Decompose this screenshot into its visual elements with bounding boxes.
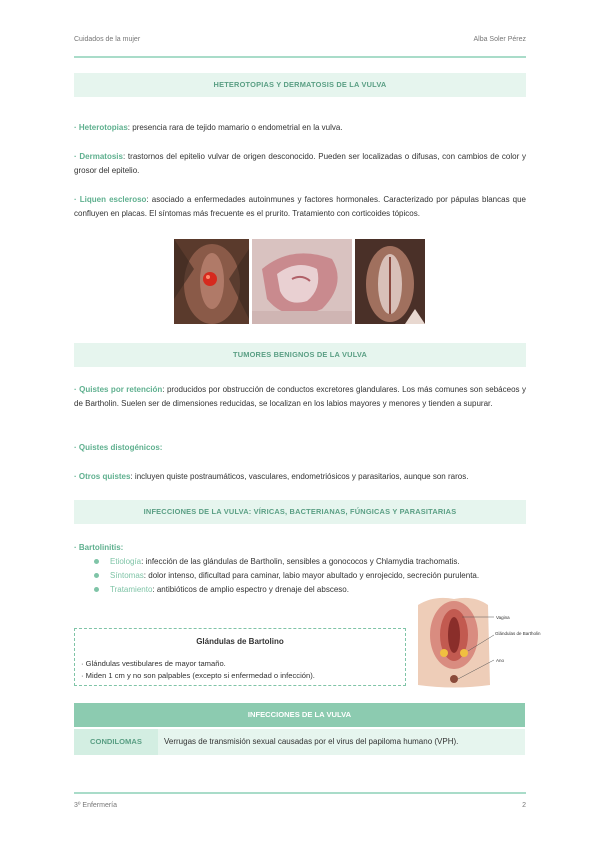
term-otros-quistes: Otros quistes	[78, 472, 131, 481]
item-quistes-distogenicos: · Quistes distogénicos:	[74, 443, 163, 452]
bartholin-diagram	[414, 595, 541, 690]
clinical-photo-3	[355, 239, 425, 324]
section-title-heterotopias: HETEROTOPIAS Y DERMATOSIS DE LA VULVA	[74, 73, 526, 97]
table-cell-name: CONDILOMAS	[74, 729, 158, 755]
term-liquen: Liquen escleroso	[79, 195, 147, 204]
label-ano: Ano	[496, 658, 505, 663]
page-header	[74, 36, 526, 48]
label-vagina: Vagina	[496, 615, 510, 620]
clinical-photo-2	[252, 239, 352, 324]
header-author: Alba Soler Pérez	[473, 36, 526, 43]
bartolinitis-list	[92, 555, 526, 597]
item-liquen: · Liquen escleroso: asociado a enfermedades autoinmunes y factores hormonales. Caracterizado por pápulas blancas que confluyen en placas. El síntomas más frecuente es el prurito. Tratamiento con corticoides tópicos.	[74, 195, 527, 218]
box-line: · Glándulas vestibulares de mayor tamaño.	[81, 659, 226, 668]
list-item-sintomas: Síntomas: dolor intenso, dificultad para caminar, labio mayor abultado y enrojecido, secreción purulenta.	[92, 569, 526, 583]
bullet-icon	[94, 587, 99, 592]
item-otros-quistes: · Otros quistes: incluyen quiste postraumáticos, vasculares, endometriósicos y parasitarios, aunque son raros.	[74, 472, 469, 481]
table-header: INFECCIONES DE LA VULVA	[74, 703, 525, 727]
bullet-icon	[94, 559, 99, 564]
bartolino-info-box	[74, 628, 406, 686]
box-title: Glándulas de Bartolino	[196, 637, 284, 646]
table-cell-desc: Verrugas de transmisión sexual causadas por el virus del papiloma humano (VPH).	[164, 737, 459, 746]
box-line: · Miden 1 cm y no son palpables (excepto si enfermedad o infección).	[81, 671, 315, 680]
term-quistes-retencion: Quistes por retención	[79, 385, 163, 394]
item-quistes-retencion: · Quistes por retención: producidos por obstrucción de conductos excretores glandulares. Los más comunes son sebáceos y de Bartholin. Suelen ser de dimensiones reducidas, se localizan en los labios mayores y menores y tienden a supurar.	[74, 385, 526, 408]
footer-course: 3º Enfermería	[74, 802, 118, 809]
page-number: 2	[522, 802, 526, 809]
bullet-icon	[94, 573, 99, 578]
item-bartolinitis: · Bartolinitis:	[74, 543, 124, 552]
item-dermatosis: · Dermatosis: trastornos del epitelio vulvar de origen desconocido. Pueden ser localizadas o difusas, con cambios de color y grosor del epitelio.	[74, 152, 527, 175]
label-glandulas: Glándulas de Bartholin	[495, 631, 541, 636]
table-row	[74, 729, 525, 755]
section-title-tumores: TUMORES BENIGNOS DE LA VULVA	[74, 343, 526, 367]
term-quistes-distogenicos: Quistes distogénicos:	[78, 443, 163, 452]
clinical-photo-1	[174, 239, 249, 324]
term-dermatosis: Dermatosis	[79, 152, 123, 161]
section-title-infecciones: INFECCIONES DE LA VULVA: VÍRICAS, BACTERIANAS, FÚNGICAS Y PARASITARIAS	[74, 500, 526, 524]
header-course: Cuidados de la mujer	[74, 36, 141, 43]
list-item-tratamiento: Tratamiento: antibióticos de amplio espectro y drenaje del absceso.	[92, 583, 392, 597]
list-item-etiologia: Etiología: infección de las glándulas de Bartholin, sensibles a gonococos y Chlamydia trachomatis.	[92, 555, 526, 569]
infections-table	[74, 703, 525, 755]
term-bartolinitis: Bartolinitis:	[78, 543, 124, 552]
header-rule	[74, 56, 526, 58]
term-heterotopias: Heterotopias	[78, 123, 128, 132]
footer-rule	[74, 792, 526, 794]
item-heterotopias: · Heterotopias: presencia rara de tejido mamario o endometrial en la vulva.	[74, 123, 343, 132]
